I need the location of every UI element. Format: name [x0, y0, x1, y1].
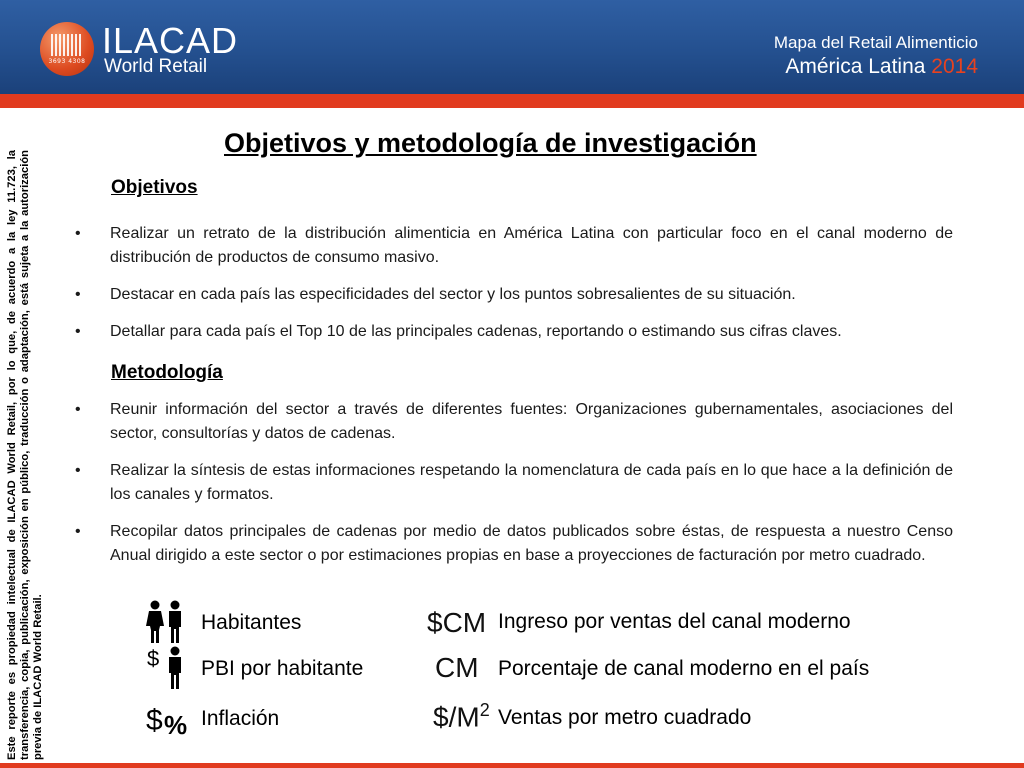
- list-item: • Realizar la síntesis de estas informaciones respetando la nomenclatura de cada país en lo que hace a la definición de los canales y formatos.: [75, 459, 953, 507]
- code-per-m2-text: $/M: [433, 701, 480, 733]
- region-label: América Latina: [785, 55, 926, 78]
- year-label: 2014: [931, 55, 978, 78]
- copyright-notice: Este reporte es propiedad intelectual de ILACAD World Retail, por lo que, de acuerdo a la ley 11.723, la transferencia, copia, publicación, exposición en público, traducción o adaptación, está sujeta a la autorización previa de ILACAD World Retail.: [6, 150, 44, 760]
- report-title-line1: Mapa del Retail Alimenticio: [773, 33, 978, 52]
- code-per-m2: [433, 700, 490, 733]
- legend-ingreso: Ingreso por ventas del canal moderno: [498, 610, 851, 633]
- svg-text:$: $: [146, 704, 163, 737]
- svg-text:$: $: [147, 646, 160, 671]
- svg-text:%: %: [164, 710, 188, 738]
- report-title: [774, 33, 978, 79]
- legend-habitantes: Habitantes: [201, 611, 302, 634]
- metodologia-list: [75, 398, 953, 581]
- header-bar: [0, 0, 1024, 94]
- objetivos-heading: Objetivos: [111, 177, 198, 198]
- list-item: • Detallar para cada país el Top 10 de las principales cadenas, reportando o estimando sus cifras claves.: [75, 320, 953, 344]
- dollar-person-icon: [147, 646, 185, 697]
- list-item: • Realizar un retrato de la distribución alimenticia en América Latina con particular foco en el canal moderno de distribución de productos de consumo masivo.: [75, 222, 953, 270]
- legend-porcentaje: Porcentaje de canal moderno en el país: [498, 657, 870, 680]
- header-accent-bar: [0, 94, 1024, 108]
- logo-subtitle: World Retail: [104, 56, 208, 77]
- list-item: • Destacar en cada país las especificidades del sector y los puntos sobresalientes de su situación.: [75, 283, 953, 307]
- people-icon: [145, 600, 185, 651]
- code-scm: $CM: [427, 607, 487, 638]
- code-cm: CM: [435, 652, 479, 683]
- code-per-m2-sup: 2: [479, 700, 490, 720]
- ilacad-logo: [40, 18, 240, 78]
- legend-inflacion: Inflación: [201, 707, 280, 730]
- list-item: • Recopilar datos principales de cadenas por medio de datos publicados sobre éstas, de respuesta a nuestro Censo Anual dirigido a este sector o por estimaciones propias en base a proyecciones de facturación por metro cuadrado.: [75, 520, 953, 568]
- logo-name: ILACAD: [102, 20, 239, 61]
- dollar-percent-icon: [146, 700, 190, 745]
- list-item: • Reunir información del sector a través de diferentes fuentes: Organizaciones gubernamentales, asociaciones del sector, consultorías y datos de cadenas.: [75, 398, 953, 446]
- barcode-badge-icon: 3693 4308: [40, 22, 94, 76]
- report-title-line2: [774, 55, 978, 79]
- page-title: Objetivos y metodología de investigación: [224, 128, 757, 158]
- legend-pbi: PBI por habitante: [201, 657, 364, 680]
- footer-accent-bar: [0, 763, 1024, 768]
- objetivos-list: [75, 222, 953, 357]
- legend-ventas-m2: Ventas por metro cuadrado: [498, 706, 752, 729]
- metodologia-heading: Metodología: [111, 362, 223, 383]
